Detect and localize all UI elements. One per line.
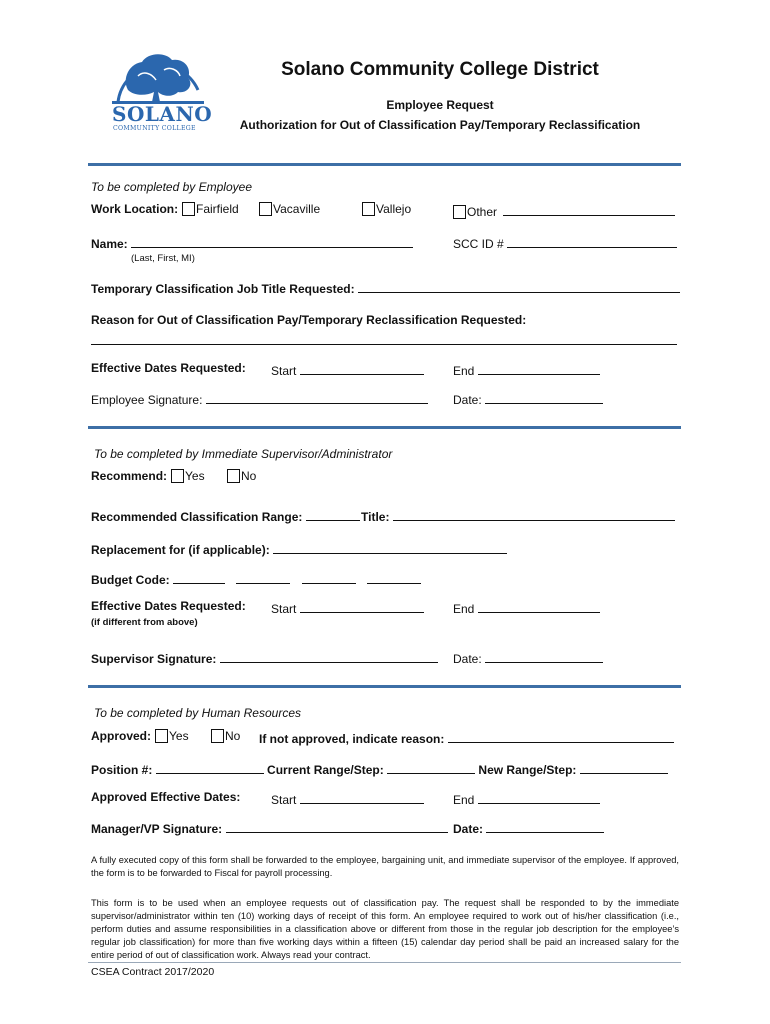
approved-no-label: No (225, 729, 241, 743)
form-subtitle-2: Authorization for Out of Classification Pay/Temporary Reclassification (239, 118, 641, 132)
hr-start-label: Start (271, 793, 297, 807)
title-row (361, 507, 675, 524)
start-date-row (271, 361, 424, 378)
budget-code-label: Budget Code: (91, 573, 170, 587)
recommend-yes[interactable] (171, 469, 205, 483)
other-label: Other (467, 205, 498, 219)
recommend-yes-checkbox[interactable] (171, 469, 184, 483)
job-title-row (91, 279, 680, 296)
effective-dates-label: Effective Dates Requested: (91, 361, 246, 375)
hr-start-row (271, 790, 424, 807)
manager-signature-input[interactable] (226, 819, 448, 833)
budget-code-input-4[interactable] (367, 570, 421, 584)
budget-code-row (91, 570, 421, 587)
hr-end-input[interactable] (478, 790, 600, 804)
fairfield-checkbox[interactable] (182, 202, 195, 216)
current-range-input[interactable] (387, 760, 475, 774)
supervisor-dates-hint: (if different from above) (91, 617, 198, 628)
recommend-no-checkbox[interactable] (227, 469, 240, 483)
work-location-row (91, 202, 178, 216)
employee-date-row (453, 390, 603, 407)
reason-input[interactable] (91, 344, 677, 345)
contract-label: CSEA Contract 2017/2020 (91, 966, 215, 978)
other-checkbox[interactable] (453, 205, 466, 219)
supervisor-signature-input[interactable] (220, 649, 438, 663)
supervisor-dates-label: Effective Dates Requested: (91, 599, 246, 613)
manager-signature-label: Manager/VP Signature: (91, 822, 223, 836)
not-approved-row (259, 729, 674, 746)
title-label: Title: (361, 510, 390, 524)
approved-row (91, 729, 151, 743)
budget-code-input-1[interactable] (173, 570, 225, 584)
supervisor-start-input[interactable] (300, 599, 424, 613)
budget-code-input-2[interactable] (236, 570, 290, 584)
other-input[interactable] (503, 202, 675, 216)
classification-range-input[interactable] (306, 507, 360, 521)
scc-id-input[interactable] (507, 234, 677, 248)
hr-start-input[interactable] (300, 790, 424, 804)
supervisor-end-input[interactable] (478, 599, 600, 613)
end-label: End (453, 364, 475, 378)
section-divider (88, 426, 681, 429)
name-hint: (Last, First, MI) (131, 253, 195, 264)
employee-signature-label: Employee Signature: (91, 393, 203, 407)
manager-date-row (453, 819, 604, 836)
employee-section-heading: To be completed by Employee (91, 180, 252, 194)
location-vallejo[interactable] (362, 202, 411, 216)
footer-divider (88, 962, 681, 963)
location-vacaville[interactable] (259, 202, 320, 216)
supervisor-section-heading: To be completed by Immediate Supervisor/Administrator (94, 447, 393, 461)
employee-date-label: Date: (453, 393, 482, 407)
supervisor-signature-label: Supervisor Signature: (91, 652, 217, 666)
employee-date-input[interactable] (485, 390, 603, 404)
distribution-note: A fully executed copy of this form shall be forwarded to the employee, bargaining unit, and immediate supervisor of the employee. If approved, the form is to be forwarded to Fiscal for payroll processing. (91, 855, 679, 878)
new-range-label: New Range/Step: (478, 763, 577, 777)
hr-end-label: End (453, 793, 475, 807)
vacaville-checkbox[interactable] (259, 202, 272, 216)
position-input[interactable] (156, 760, 264, 774)
classification-range-label: Recommended Classification Range: (91, 510, 303, 524)
logo-text: SOLANO (112, 102, 213, 126)
recommend-no[interactable] (227, 469, 256, 483)
name-input[interactable] (131, 234, 413, 248)
scc-id-label: SCC ID # (453, 237, 504, 251)
hr-section-heading: To be completed by Human Resources (94, 706, 301, 720)
page-title: Solano Community College District (281, 59, 599, 80)
supervisor-start-label: Start (271, 602, 297, 616)
policy-note: This form is to be used when an employee requests out of classification pay. The request shall be responded to by the immediate supervisor/administrator within ten (10) working days of receipt of this form. An employee required to work out of his/her classification (i.e., perform duties and assume responsibilities in a classification above or different from those in the regular job description for the employee’s regular job classification) for more than five working days within a fifteen (15) calendar day period shall be paid an increased salary for the entire period of out of classification work. Always read your contract. (91, 898, 679, 960)
job-title-input[interactable] (358, 279, 680, 293)
current-range-label: Current Range/Step: (267, 763, 384, 777)
location-other[interactable] (453, 202, 675, 219)
start-date-input[interactable] (300, 361, 424, 375)
replacement-label: Replacement for (if applicable): (91, 543, 270, 557)
approved-label: Approved: (91, 729, 151, 743)
supervisor-start-row (271, 599, 424, 616)
work-location-label: Work Location: (91, 202, 179, 216)
approved-yes-checkbox[interactable] (155, 729, 168, 743)
not-approved-label: If not approved, indicate reason: (259, 732, 445, 746)
fairfield-label: Fairfield (196, 202, 239, 216)
logo-subtext: COMMUNITY COLLEGE (113, 125, 196, 132)
title-input[interactable] (393, 507, 675, 521)
replacement-row (91, 540, 507, 557)
vallejo-checkbox[interactable] (362, 202, 375, 216)
supervisor-date-input[interactable] (485, 649, 603, 663)
location-fairfield[interactable] (182, 202, 239, 216)
position-label: Position #: (91, 763, 153, 777)
reason-label: Reason for Out of Classification Pay/Temporary Reclassification Requested: (91, 313, 527, 327)
supervisor-date-label: Date: (453, 652, 482, 666)
budget-code-input-3[interactable] (302, 570, 356, 584)
not-approved-input[interactable] (448, 729, 674, 743)
supervisor-end-label: End (453, 602, 475, 616)
new-range-input[interactable] (580, 760, 668, 774)
college-logo (108, 50, 213, 135)
recommend-no-label: No (241, 469, 257, 483)
tree-logo-icon (108, 50, 208, 105)
start-label: Start (271, 364, 297, 378)
name-row (91, 234, 413, 251)
recommend-label: Recommend: (91, 469, 168, 483)
employee-signature-row (91, 390, 428, 407)
recommend-yes-label: Yes (185, 469, 205, 483)
scc-id-row (453, 234, 677, 251)
section-divider (88, 685, 681, 688)
manager-date-input[interactable] (486, 819, 604, 833)
position-row (91, 760, 668, 777)
recommend-row (91, 469, 167, 483)
end-date-row (453, 361, 600, 378)
vacaville-label: Vacaville (273, 202, 321, 216)
approved-yes[interactable] (155, 729, 189, 743)
approved-no-checkbox[interactable] (211, 729, 224, 743)
supervisor-signature-row (91, 649, 438, 666)
approved-yes-label: Yes (169, 729, 189, 743)
employee-signature-input[interactable] (206, 390, 428, 404)
name-label: Name: (91, 237, 128, 251)
approved-no[interactable] (211, 729, 240, 743)
classification-range-row (91, 507, 360, 524)
hr-end-row (453, 790, 600, 807)
vallejo-label: Vallejo (376, 202, 412, 216)
section-divider (88, 163, 681, 166)
supervisor-date-row (453, 649, 603, 666)
end-date-input[interactable] (478, 361, 600, 375)
replacement-input[interactable] (273, 540, 507, 554)
job-title-label: Temporary Classification Job Title Requested: (91, 282, 355, 296)
supervisor-end-row (453, 599, 600, 616)
manager-date-label: Date: (453, 822, 484, 836)
manager-signature-row (91, 819, 448, 836)
approved-dates-label: Approved Effective Dates: (91, 790, 241, 804)
form-subtitle: Employee Request (386, 98, 494, 112)
